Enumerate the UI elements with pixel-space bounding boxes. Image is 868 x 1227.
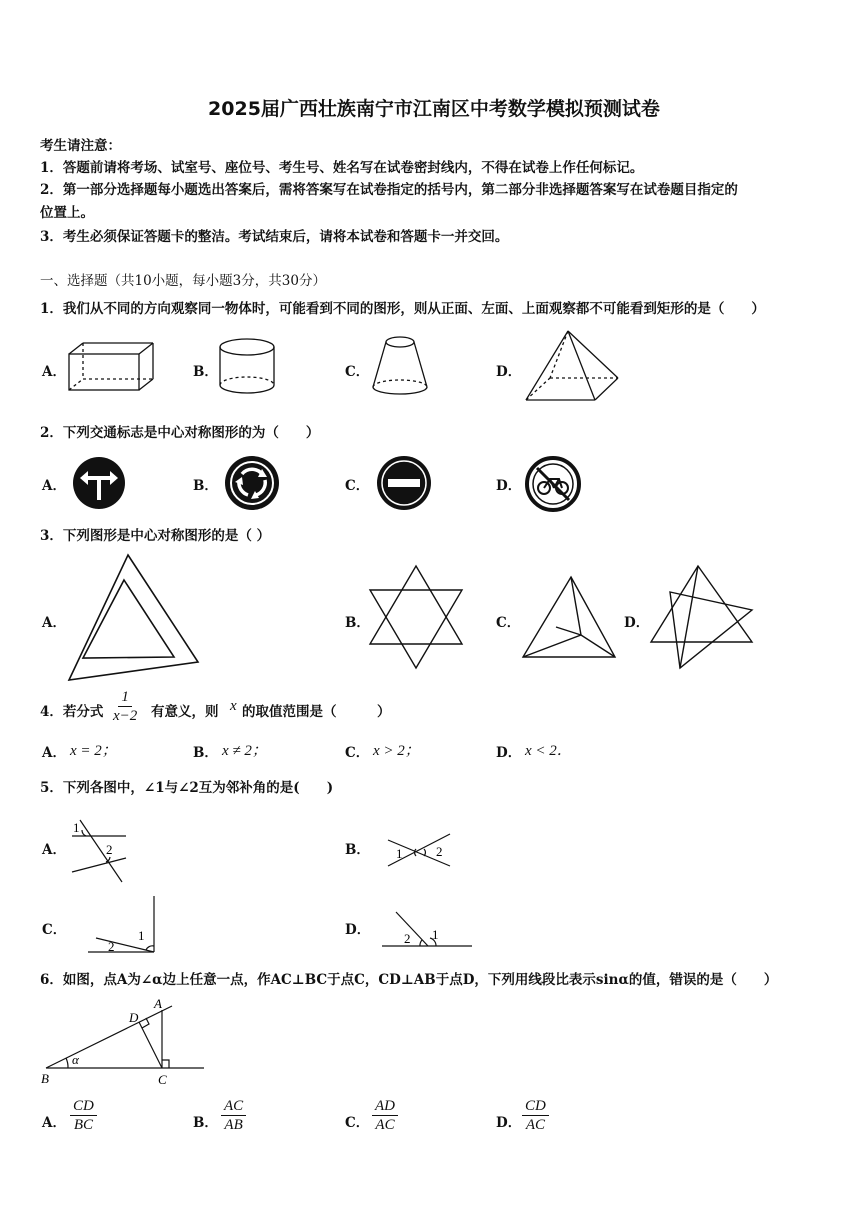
question-6-text: 6．如图，点A为∠α边上任意一点，作AC⊥BC于点C，CD⊥AB于点D，下列用线段比表示sinα的值，错误的是（ ） — [40, 972, 778, 988]
q5-option-d-label: D． — [345, 922, 371, 938]
q2-turn-arrows-sign-icon — [72, 456, 126, 510]
q1-frustum-figure — [370, 333, 430, 397]
question-2-text: 2．下列交通标志是中心对称图形的为（ ） — [40, 425, 320, 441]
q3-option-d-label: D． — [624, 615, 650, 631]
q2-option-b-label: B． — [193, 478, 218, 494]
q6-option-d-label: D． — [496, 1115, 522, 1131]
q6-label-alpha: α — [72, 1052, 79, 1067]
q3-option-a-figure — [66, 552, 206, 682]
q6-option-c-label: C． — [345, 1115, 370, 1131]
q5d-angle2-label: 2 — [404, 931, 411, 946]
question-4-suffix: 的取值范围是（ ） — [242, 704, 391, 720]
q6-label-a: A — [154, 996, 162, 1011]
q6-option-b — [221, 1097, 246, 1134]
q3-option-b-label: B． — [345, 615, 370, 631]
q2-option-d-label: D． — [496, 478, 522, 494]
q6-option-c — [372, 1097, 398, 1134]
q5-option-d-figure — [380, 910, 474, 952]
q1-option-b-label: B． — [193, 364, 218, 380]
q5-option-a-figure — [70, 818, 130, 884]
q3-option-c-figure — [521, 575, 617, 661]
q4-option-a: x = 2； — [70, 743, 117, 759]
q4-option-c: x > 2； — [373, 743, 420, 759]
q6-option-a-label: A． — [42, 1115, 66, 1131]
q1-pyramid-figure — [520, 328, 624, 404]
q4-option-b-label: B． — [193, 745, 218, 761]
q1-option-d-label: D． — [496, 364, 522, 380]
q1-cylinder-figure — [217, 337, 279, 399]
q4-option-d-label: D． — [496, 745, 522, 761]
q6c-denominator: AC — [375, 1117, 395, 1133]
notice-item: 2．第一部分选择题每小题选出答案后，需将答案写在试卷指定的括号内，第二部分非选择题答案写在试卷题目指定的 — [40, 182, 738, 198]
q2-no-entry-sign-icon — [376, 455, 432, 511]
q2-option-c-label: C． — [345, 478, 370, 494]
notice-item: 3．考生必须保证答题卡的整洁。考试结束后，请将本试卷和答题卡一并交回。 — [40, 229, 509, 245]
q5c-angle1-label: 1 — [138, 928, 145, 943]
q4-option-b: x ≠ 2； — [222, 743, 267, 759]
q5a-angle2-label: 2 — [106, 842, 113, 857]
q5-option-a-label: A． — [42, 842, 66, 858]
notice-item: 位置上。 — [40, 205, 94, 221]
q1-cuboid-figure — [66, 340, 156, 396]
notice-item: 1．答题前请将考场、试室号、座位号、考生号、姓名写在试卷密封线内，不得在试卷上作任何标记。 — [40, 160, 644, 176]
q5b-angle1-label: 1 — [396, 846, 403, 861]
q6-triangle-figure — [40, 994, 206, 1086]
q5c-angle2-label: 2 — [108, 939, 115, 954]
q6-option-a — [70, 1097, 97, 1134]
q6-label-c: C — [158, 1072, 167, 1087]
q6b-numerator: AC — [221, 1097, 246, 1116]
q5b-angle2-label: 2 — [436, 844, 443, 859]
q2-roundabout-sign-icon — [224, 455, 280, 511]
q6b-denominator: AB — [224, 1117, 243, 1133]
question-5-text: 5．下列各图中，∠1与∠2互为邻补角的是( ) — [40, 780, 334, 796]
q6a-numerator: CD — [70, 1097, 97, 1116]
q5d-angle1-label: 1 — [432, 927, 439, 942]
q6-label-b: B — [41, 1071, 49, 1086]
q3-option-a-label: A． — [42, 615, 66, 631]
q3-option-d-figure — [648, 564, 756, 670]
q4-option-a-label: A． — [42, 745, 66, 761]
q3-option-c-label: C． — [496, 615, 521, 631]
q4-variable: x — [230, 698, 237, 714]
q5-option-c-figure — [86, 894, 158, 956]
q1-option-a-label: A． — [42, 364, 66, 380]
q6d-numerator: CD — [522, 1097, 549, 1116]
q4-fraction-numerator: 1 — [118, 688, 132, 707]
q6d-denominator: AC — [525, 1117, 545, 1133]
q5-option-c-label: C． — [42, 922, 67, 938]
question-4-middle: 有意义，则 — [151, 704, 219, 720]
q4-fraction-denominator: x−2 — [113, 708, 138, 724]
q2-option-a-label: A． — [42, 478, 66, 494]
q3-hexagram-figure — [368, 564, 466, 670]
q5-option-b-figure — [386, 832, 452, 868]
q4-option-d: x < 2． — [525, 743, 572, 759]
question-4-prefix: 4．若分式 — [40, 704, 104, 720]
notice-heading: 考生请注意： — [40, 138, 121, 154]
q4-fraction — [110, 688, 140, 725]
q5a-angle1-label: 1 — [73, 820, 80, 835]
q6c-numerator: AD — [372, 1097, 398, 1116]
q2-no-bicycle-sign-icon — [525, 456, 581, 512]
q6-option-b-label: B． — [193, 1115, 218, 1131]
q1-option-c-label: C． — [345, 364, 370, 380]
question-3-text: 3．下列图形是中心对称图形的是（ ） — [40, 528, 271, 544]
page-title: 2025届广西壮族南宁市江南区中考数学模拟预测试卷 — [208, 98, 660, 120]
q6-option-d — [522, 1097, 549, 1134]
q4-option-c-label: C． — [345, 745, 370, 761]
q6-label-d: D — [129, 1010, 139, 1025]
question-1-text: 1．我们从不同的方向观察同一物体时，可能看到不同的图形，则从正面、左面、上面观察都不可能看到矩形的是（ ） — [40, 301, 765, 317]
q6a-denominator: BC — [73, 1117, 93, 1133]
section-heading: 一、选择题（共10小题，每小题3分，共30分） — [40, 273, 326, 289]
q5-option-b-label: B． — [345, 842, 370, 858]
